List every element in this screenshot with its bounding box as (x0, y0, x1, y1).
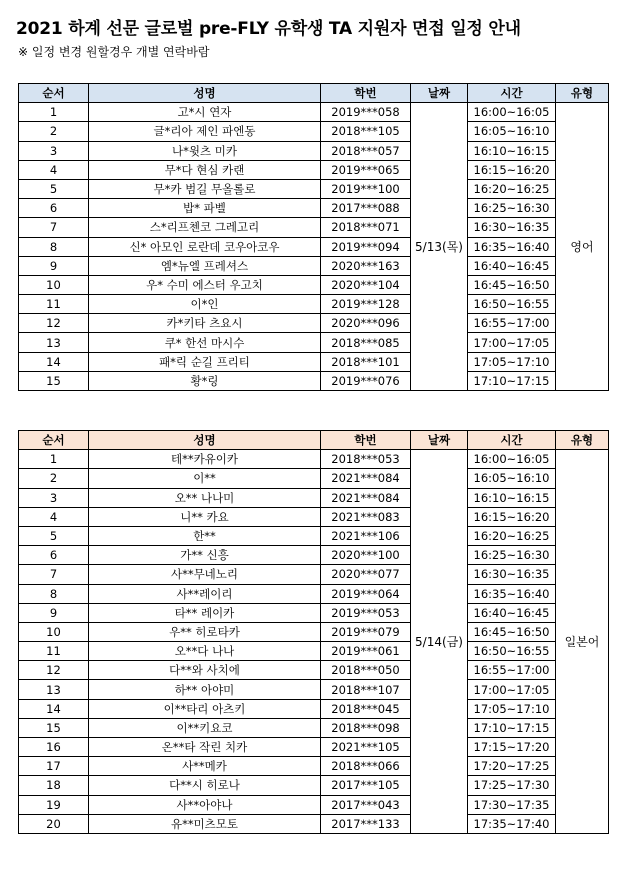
cell-time: 16:55~17:00 (468, 661, 556, 680)
table-row (19, 314, 609, 333)
cell-student-id: 2021***083 (321, 507, 411, 526)
cell-name: 우** 히로타카 (89, 622, 321, 641)
cell-type: 영어 (556, 103, 609, 391)
cell-time: 16:10~16:15 (468, 141, 556, 160)
cell-order: 3 (19, 488, 89, 507)
header-date: 날짜 (411, 431, 468, 450)
cell-student-id: 2021***084 (321, 469, 411, 488)
cell-student-id: 2018***105 (321, 122, 411, 141)
cell-order: 10 (19, 622, 89, 641)
cell-time: 17:05~17:10 (468, 352, 556, 371)
table-row (19, 622, 609, 641)
cell-order: 11 (19, 642, 89, 661)
cell-name: 이**타리 아츠키 (89, 699, 321, 718)
cell-time: 16:00~16:05 (468, 103, 556, 122)
header-student-id: 학번 (321, 84, 411, 103)
cell-order: 4 (19, 507, 89, 526)
cell-time: 16:00~16:05 (468, 450, 556, 469)
cell-name: 사**메카 (89, 757, 321, 776)
table-row (19, 371, 609, 390)
header-student-id: 학번 (321, 431, 411, 450)
cell-name: 나*윗츠 미카 (89, 141, 321, 160)
cell-student-id: 2019***064 (321, 584, 411, 603)
cell-time: 16:30~16:35 (468, 218, 556, 237)
table-header-row (19, 84, 609, 103)
cell-time: 16:20~16:25 (468, 179, 556, 198)
cell-name: 한** (89, 526, 321, 545)
cell-name: 사**아야나 (89, 795, 321, 814)
cell-order: 20 (19, 814, 89, 833)
cell-name: 신* 아모인 로란데 코우아코우 (89, 237, 321, 256)
table-row (19, 661, 609, 680)
cell-name: 고*시 연자 (89, 103, 321, 122)
header-date: 날짜 (411, 84, 468, 103)
cell-student-id: 2019***128 (321, 295, 411, 314)
cell-student-id: 2020***163 (321, 256, 411, 275)
table-row (19, 275, 609, 294)
table-row (19, 160, 609, 179)
cell-student-id: 2019***061 (321, 642, 411, 661)
cell-student-id: 2019***076 (321, 371, 411, 390)
table-row (19, 814, 609, 833)
english-interview-table (18, 83, 609, 391)
cell-order: 9 (19, 256, 89, 275)
cell-time: 16:25~16:30 (468, 199, 556, 218)
cell-name: 카*키타 츠요시 (89, 314, 321, 333)
cell-order: 3 (19, 141, 89, 160)
table-row (19, 469, 609, 488)
cell-name: 다**와 사치에 (89, 661, 321, 680)
cell-student-id: 2018***045 (321, 699, 411, 718)
page-title: 2021 하계 선문 글로벌 pre-FLY 유학생 TA 지원자 면접 일정 안내 (16, 19, 521, 39)
cell-student-id: 2019***079 (321, 622, 411, 641)
cell-order: 16 (19, 738, 89, 757)
cell-student-id: 2018***098 (321, 718, 411, 737)
table-row (19, 757, 609, 776)
cell-order: 5 (19, 179, 89, 198)
cell-order: 7 (19, 565, 89, 584)
cell-time: 17:20~17:25 (468, 757, 556, 776)
cell-student-id: 2018***101 (321, 352, 411, 371)
cell-time: 17:25~17:30 (468, 776, 556, 795)
table-row (19, 122, 609, 141)
table-row (19, 699, 609, 718)
cell-time: 16:05~16:10 (468, 469, 556, 488)
cell-order: 2 (19, 122, 89, 141)
table-row (19, 546, 609, 565)
cell-order: 12 (19, 661, 89, 680)
cell-time: 17:30~17:35 (468, 795, 556, 814)
cell-name: 다**시 히로나 (89, 776, 321, 795)
cell-name: 온**타 작린 치카 (89, 738, 321, 757)
cell-name: 우* 수미 에스터 우고치 (89, 275, 321, 294)
table-row (19, 718, 609, 737)
cell-time: 16:20~16:25 (468, 526, 556, 545)
cell-time: 16:55~17:00 (468, 314, 556, 333)
cell-order: 13 (19, 680, 89, 699)
cell-type: 일본어 (556, 450, 609, 834)
table-row (19, 488, 609, 507)
cell-order: 14 (19, 352, 89, 371)
cell-time: 16:15~16:20 (468, 507, 556, 526)
cell-name: 오** 나나미 (89, 488, 321, 507)
cell-order: 1 (19, 103, 89, 122)
cell-student-id: 2017***088 (321, 199, 411, 218)
cell-date: 5/13(목) (411, 103, 468, 391)
cell-student-id: 2018***050 (321, 661, 411, 680)
cell-time: 16:05~16:10 (468, 122, 556, 141)
cell-student-id: 2019***058 (321, 103, 411, 122)
cell-time: 16:10~16:15 (468, 488, 556, 507)
cell-name: 하** 아야미 (89, 680, 321, 699)
cell-student-id: 2019***094 (321, 237, 411, 256)
cell-student-id: 2021***105 (321, 738, 411, 757)
table-row (19, 141, 609, 160)
table-row (19, 237, 609, 256)
cell-name: 이** (89, 469, 321, 488)
table-row (19, 333, 609, 352)
cell-student-id: 2019***065 (321, 160, 411, 179)
cell-name: 무*카 범길 무올롤로 (89, 179, 321, 198)
table-row (19, 526, 609, 545)
header-name: 성명 (89, 84, 321, 103)
header-order: 순서 (19, 84, 89, 103)
cell-student-id: 2020***104 (321, 275, 411, 294)
cell-student-id: 2018***066 (321, 757, 411, 776)
cell-time: 17:00~17:05 (468, 333, 556, 352)
table-row (19, 256, 609, 275)
table-row (19, 352, 609, 371)
header-type: 유형 (556, 84, 609, 103)
cell-name: 사**레이리 (89, 584, 321, 603)
header-type: 유형 (556, 431, 609, 450)
cell-order: 10 (19, 275, 89, 294)
cell-order: 19 (19, 795, 89, 814)
cell-student-id: 2019***053 (321, 603, 411, 622)
table-row (19, 776, 609, 795)
table-row (19, 507, 609, 526)
cell-order: 18 (19, 776, 89, 795)
cell-name: 니** 카요 (89, 507, 321, 526)
cell-time: 16:25~16:30 (468, 546, 556, 565)
cell-student-id: 2020***100 (321, 546, 411, 565)
cell-time: 16:35~16:40 (468, 237, 556, 256)
cell-name: 오**다 나나 (89, 642, 321, 661)
cell-name: 글*리아 제인 파엔동 (89, 122, 321, 141)
cell-order: 7 (19, 218, 89, 237)
cell-order: 14 (19, 699, 89, 718)
cell-order: 15 (19, 718, 89, 737)
cell-time: 17:10~17:15 (468, 718, 556, 737)
cell-order: 13 (19, 333, 89, 352)
cell-order: 8 (19, 584, 89, 603)
table-row (19, 103, 609, 122)
cell-order: 5 (19, 526, 89, 545)
cell-order: 4 (19, 160, 89, 179)
cell-name: 패*릭 순길 프리티 (89, 352, 321, 371)
cell-time: 17:00~17:05 (468, 680, 556, 699)
cell-student-id: 2018***085 (321, 333, 411, 352)
cell-time: 17:15~17:20 (468, 738, 556, 757)
cell-time: 16:50~16:55 (468, 295, 556, 314)
cell-order: 8 (19, 237, 89, 256)
cell-order: 6 (19, 546, 89, 565)
cell-student-id: 2020***077 (321, 565, 411, 584)
cell-time: 16:45~16:50 (468, 622, 556, 641)
table-row (19, 738, 609, 757)
cell-student-id: 2018***071 (321, 218, 411, 237)
header-time: 시간 (468, 431, 556, 450)
header-name: 성명 (89, 431, 321, 450)
cell-order: 6 (19, 199, 89, 218)
cell-time: 16:40~16:45 (468, 603, 556, 622)
header-order: 순서 (19, 431, 89, 450)
cell-student-id: 2017***043 (321, 795, 411, 814)
cell-time: 16:15~16:20 (468, 160, 556, 179)
cell-order: 12 (19, 314, 89, 333)
cell-time: 16:45~16:50 (468, 275, 556, 294)
cell-order: 15 (19, 371, 89, 390)
cell-time: 16:50~16:55 (468, 642, 556, 661)
cell-name: 이*인 (89, 295, 321, 314)
cell-name: 테**카유이카 (89, 450, 321, 469)
cell-student-id: 2020***096 (321, 314, 411, 333)
cell-order: 2 (19, 469, 89, 488)
cell-student-id: 2019***100 (321, 179, 411, 198)
cell-order: 9 (19, 603, 89, 622)
cell-name: 밥* 파벨 (89, 199, 321, 218)
cell-student-id: 2018***057 (321, 141, 411, 160)
cell-date: 5/14(금) (411, 450, 468, 834)
cell-order: 1 (19, 450, 89, 469)
cell-student-id: 2021***084 (321, 488, 411, 507)
cell-name: 무*다 현심 카랜 (89, 160, 321, 179)
table-row (19, 450, 609, 469)
cell-order: 11 (19, 295, 89, 314)
cell-time: 16:35~16:40 (468, 584, 556, 603)
table-row (19, 584, 609, 603)
cell-order: 17 (19, 757, 89, 776)
header-time: 시간 (468, 84, 556, 103)
table-row (19, 179, 609, 198)
schedule-change-note: ※ 일정 변경 원할경우 개별 연락바람 (18, 45, 210, 59)
cell-time: 16:30~16:35 (468, 565, 556, 584)
cell-name: 스*리프첸코 그레고리 (89, 218, 321, 237)
cell-name: 이**키요코 (89, 718, 321, 737)
cell-name: 사**무네노리 (89, 565, 321, 584)
cell-name: 엠*뉴엘 프레셔스 (89, 256, 321, 275)
table-header-row (19, 431, 609, 450)
cell-student-id: 2021***106 (321, 526, 411, 545)
cell-student-id: 2017***105 (321, 776, 411, 795)
table-row (19, 603, 609, 622)
table-row (19, 680, 609, 699)
cell-name: 쿠* 한선 마시수 (89, 333, 321, 352)
cell-time: 17:10~17:15 (468, 371, 556, 390)
table-row (19, 642, 609, 661)
cell-name: 황*링 (89, 371, 321, 390)
cell-time: 17:05~17:10 (468, 699, 556, 718)
table-row (19, 218, 609, 237)
table-row (19, 295, 609, 314)
japanese-interview-table (18, 430, 609, 834)
table-row (19, 565, 609, 584)
cell-time: 16:40~16:45 (468, 256, 556, 275)
table-row (19, 199, 609, 218)
cell-student-id: 2018***107 (321, 680, 411, 699)
cell-time: 17:35~17:40 (468, 814, 556, 833)
cell-student-id: 2018***053 (321, 450, 411, 469)
cell-name: 타** 레이카 (89, 603, 321, 622)
cell-name: 유**미츠모토 (89, 814, 321, 833)
cell-student-id: 2017***133 (321, 814, 411, 833)
table-row (19, 795, 609, 814)
cell-name: 가** 신흥 (89, 546, 321, 565)
